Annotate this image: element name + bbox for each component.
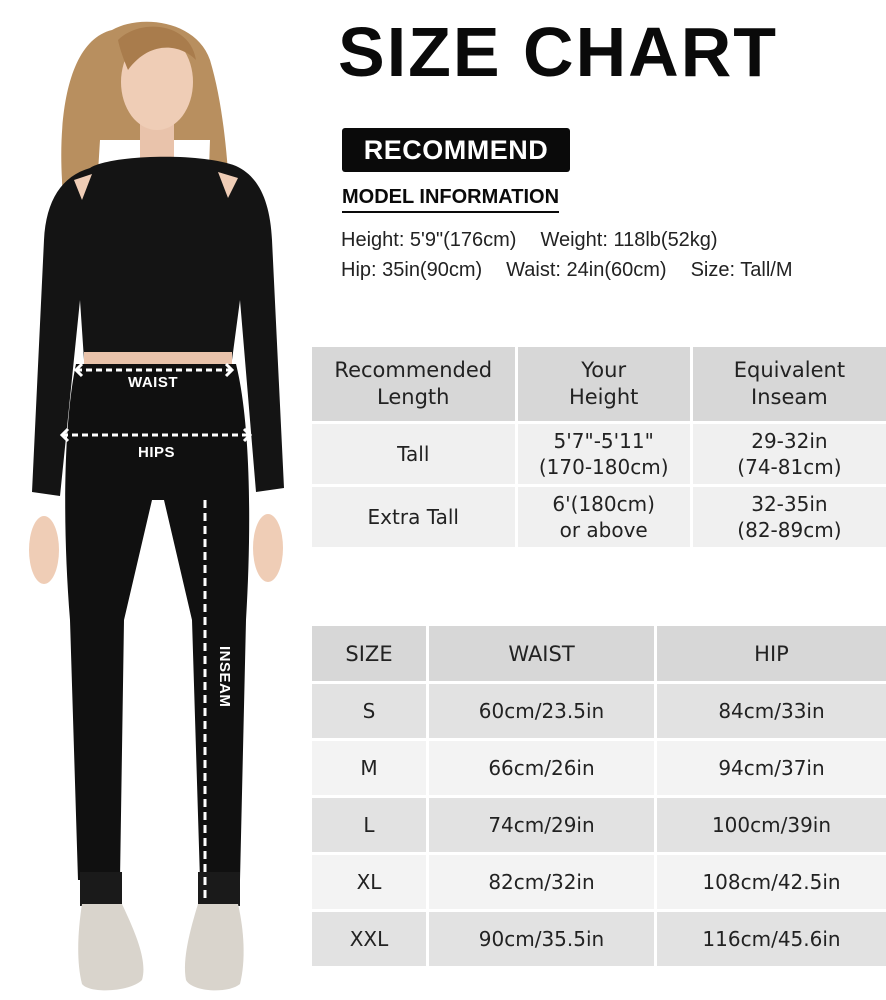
hip-cell: 108cm/42.5in (657, 855, 886, 909)
table-row (312, 487, 886, 547)
waist-cell: 74cm/29in (429, 798, 654, 852)
table-row (312, 741, 886, 795)
inseam-measure-label: INSEAM (216, 646, 233, 708)
inseam-cell: 29-32in (74-81cm) (693, 424, 886, 484)
length-cell: Tall (312, 424, 515, 484)
size-cell: M (312, 741, 426, 795)
hip-cell: 116cm/45.6in (657, 912, 886, 966)
header-your-height: Your Height (518, 347, 690, 421)
table-row (312, 798, 886, 852)
model-info-heading: MODEL INFORMATION (342, 186, 559, 213)
header-waist: WAIST (429, 626, 654, 681)
header-size: SIZE (312, 626, 426, 681)
waist-cell: 82cm/32in (429, 855, 654, 909)
model-info-line-1 (341, 229, 718, 252)
size-cell: XL (312, 855, 426, 909)
model-figure (0, 0, 300, 1000)
recommend-badge: RECOMMEND (342, 128, 570, 172)
header-recommended-length: Recommended Length (312, 347, 515, 421)
length-cell: Extra Tall (312, 487, 515, 547)
table-row (312, 424, 886, 484)
model-hip: Hip: 35in(90cm) (341, 259, 483, 281)
model-info-line-2 (341, 259, 792, 282)
table-row (312, 684, 886, 738)
size-table-header (312, 626, 886, 681)
hip-cell: 84cm/33in (657, 684, 886, 738)
hip-cell: 100cm/39in (657, 798, 886, 852)
header-hip: HIP (657, 626, 886, 681)
waist-cell: 66cm/26in (429, 741, 654, 795)
model-illustration (0, 0, 300, 1000)
size-cell: XXL (312, 912, 426, 966)
hips-measure-label: HIPS (138, 444, 176, 461)
waist-cell: 60cm/23.5in (429, 684, 654, 738)
height-cell: 6'(180cm) or above (518, 487, 690, 547)
height-cell: 5'7"-5'11" (170-180cm) (518, 424, 690, 484)
size-cell: S (312, 684, 426, 738)
length-table-header (312, 347, 886, 421)
size-table (309, 623, 886, 969)
length-table (309, 344, 886, 550)
inseam-cell: 32-35in (82-89cm) (693, 487, 886, 547)
model-weight: Weight: 118lb(52kg) (540, 229, 718, 251)
page-title: SIZE CHART (338, 13, 778, 91)
model-height: Height: 5'9"(176cm) (341, 229, 517, 251)
model-waist: Waist: 24in(60cm) (506, 259, 667, 281)
waist-measure-label: WAIST (128, 374, 178, 391)
table-row (312, 912, 886, 966)
table-row (312, 855, 886, 909)
size-cell: L (312, 798, 426, 852)
model-size: Size: Tall/M (690, 259, 793, 281)
header-equivalent-inseam: Equivalent Inseam (693, 347, 886, 421)
hip-cell: 94cm/37in (657, 741, 886, 795)
waist-cell: 90cm/35.5in (429, 912, 654, 966)
